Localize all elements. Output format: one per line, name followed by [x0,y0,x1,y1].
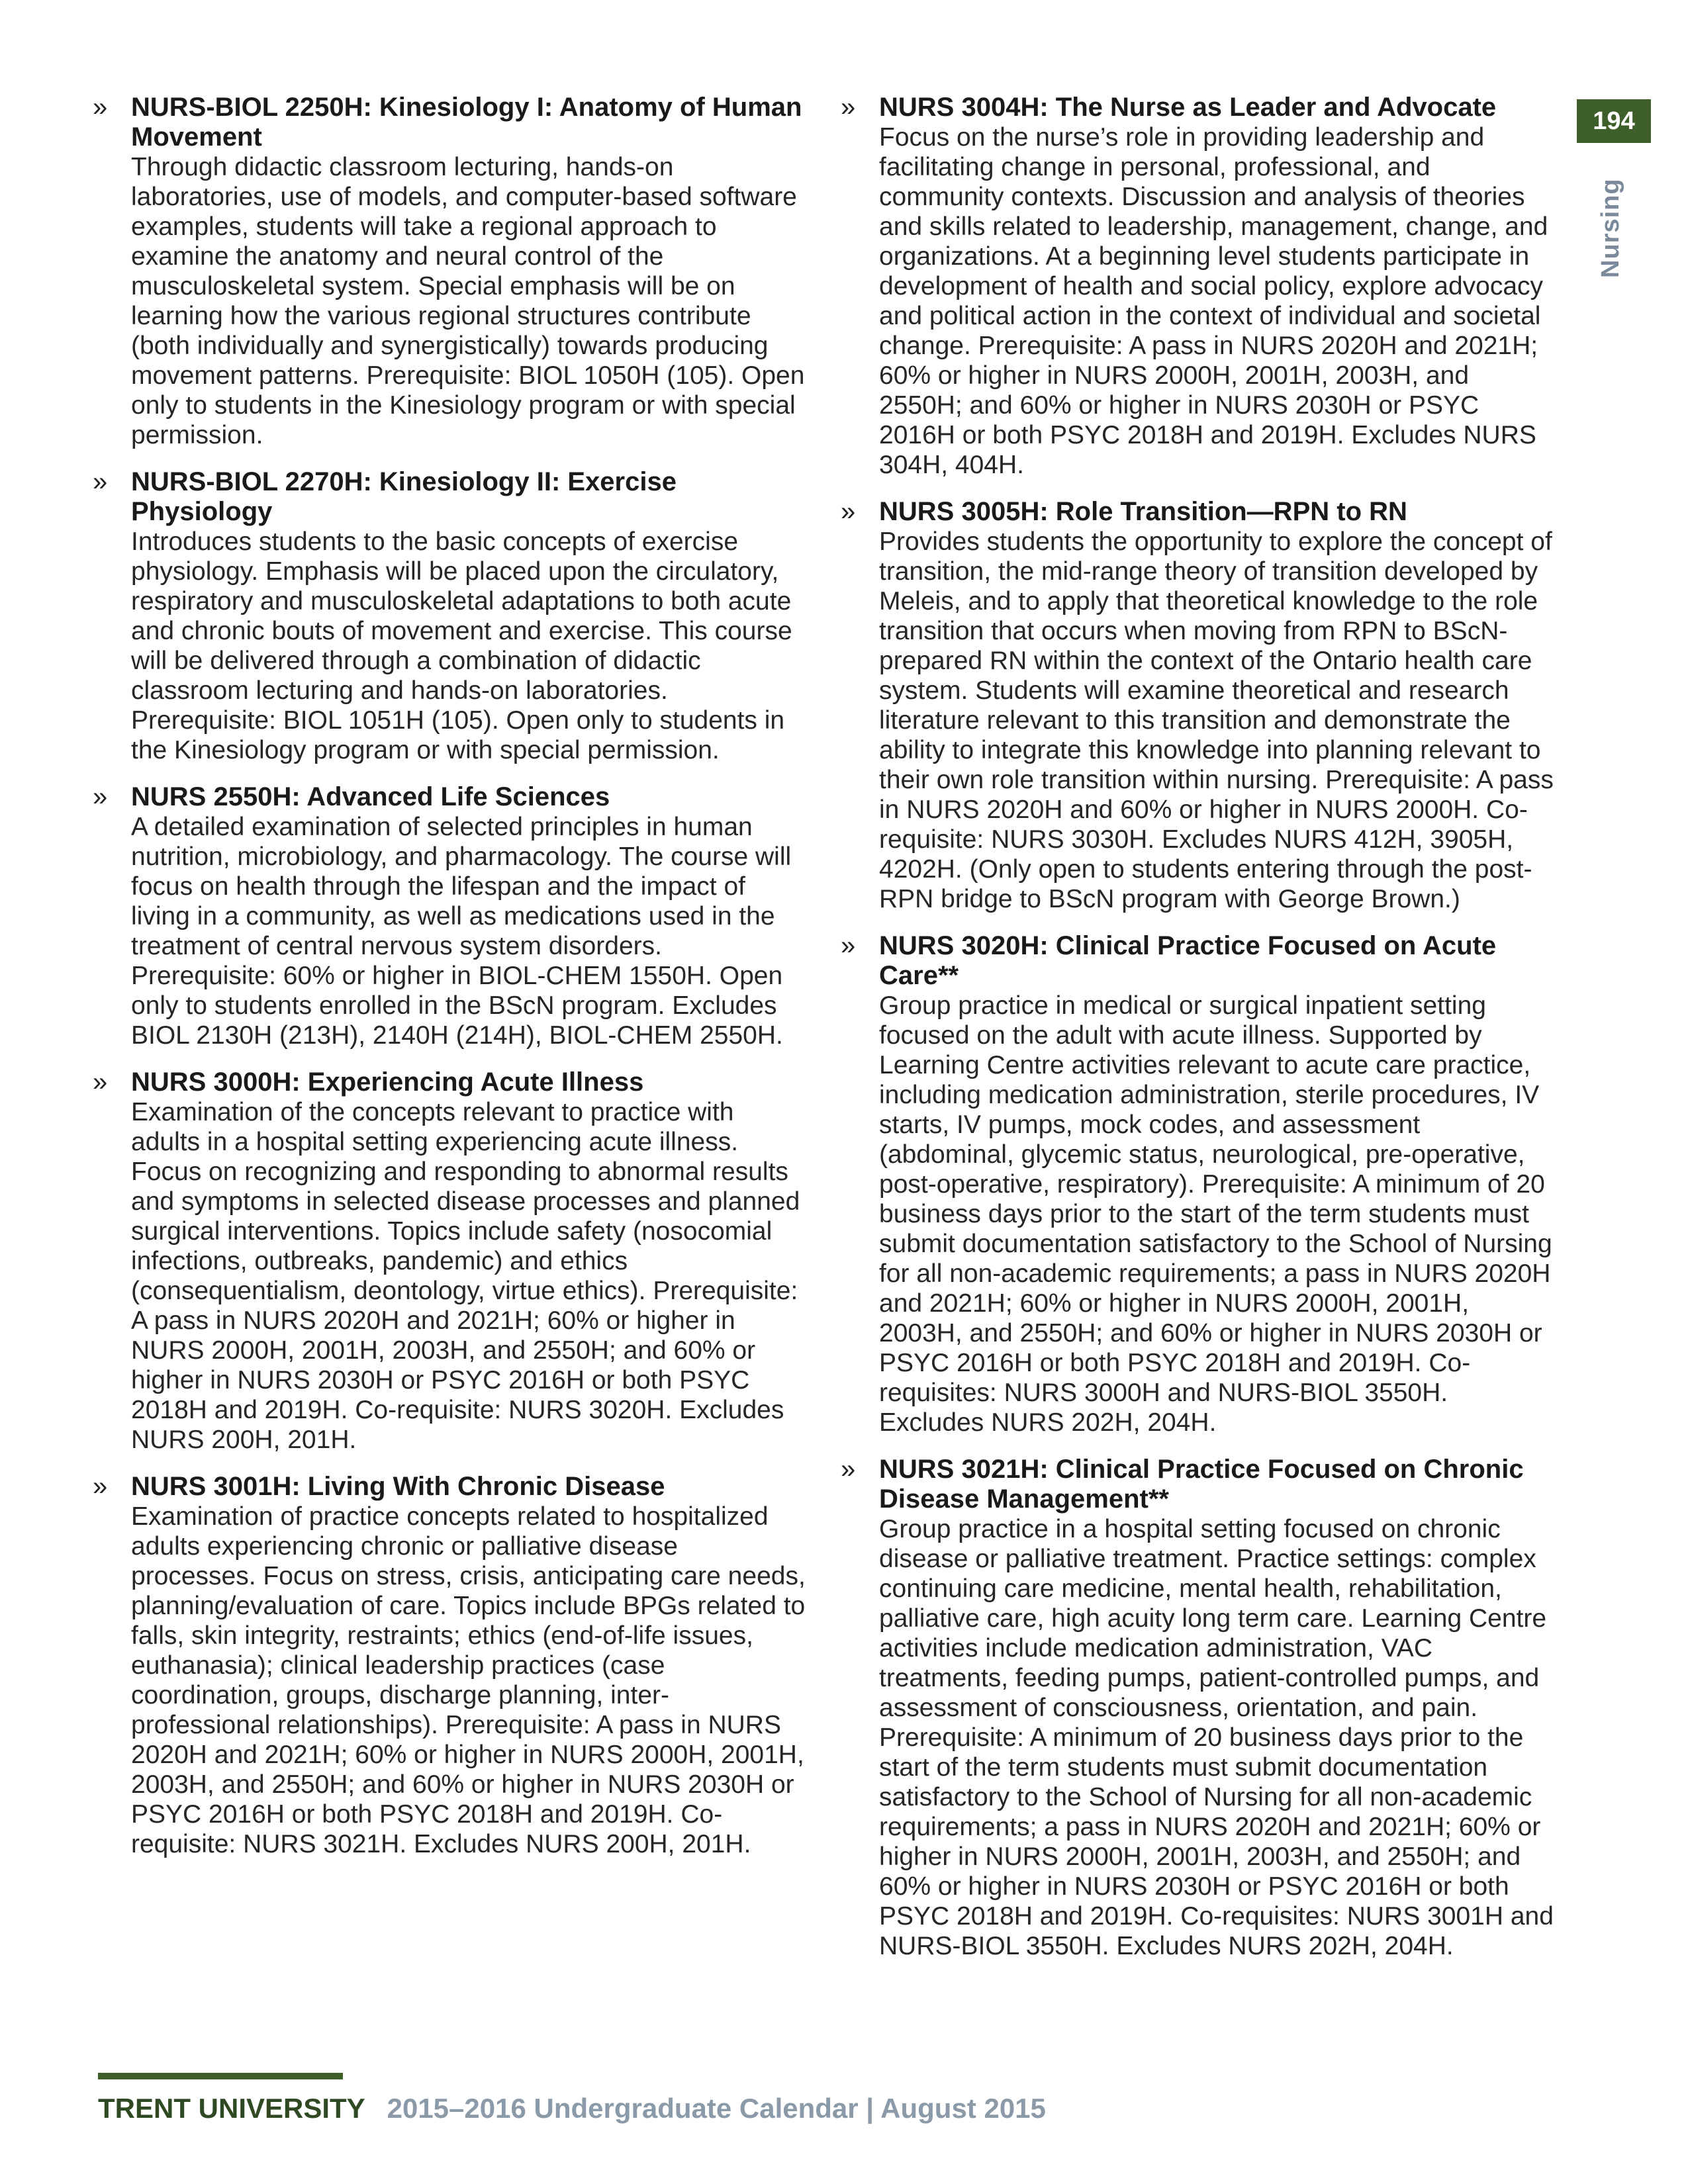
course-entry [93,93,808,450]
course-entry [841,1455,1556,1961]
course-title: NURS 3001H: Living With Chronic Disease [131,1472,665,1501]
page-number-badge: 194 [1577,99,1651,143]
left-column [93,93,808,1876]
bullet-marker: » [841,497,856,526]
course-title: NURS 2550H: Advanced Life Sciences [131,782,610,811]
course-entry [93,782,808,1050]
footer-divider [98,2073,343,2079]
bullet-marker: » [841,1455,856,1484]
course-entry [841,931,1556,1437]
bullet-marker: » [93,467,108,496]
course-description: Provides students the opportunity to explore the concept of transition, the mid-range theory of transition developed by Meleis, and to apply that theoretical knowledge to the role transition that occurs when moving from RPN to BScN-prepared RN within the context of the Ontario health care system. Students will examine theoretical and research literature relevant to this transition and demonstrate the ability to integrate this knowledge into planning relevant to their own role transition within nursing. Prerequisite: A pass in NURS 2020H and 60% or higher in NURS 2000H. Co-requisite: NURS 3030H. Excludes NURS 412H, 3905H, 4202H. (Only open to students entering through the post-RPN bridge to BScN program with George Brown.) [879,527,1554,913]
course-title: NURS 3020H: Clinical Practice Focused on Acute Care** [879,931,1497,990]
course-description: Focus on the nurse’s role in providing leadership and facilitating change in personal, professional, and community contexts. Discussion and analysis of theories and skills related to leadership, management, change, and organizations. At a beginning level students participate in development of health and social policy, explore advocacy and political action in the context of individual and societal change. Prerequisite: A pass in NURS 2020H and 2021H; 60% or higher in NURS 2000H, 2001H, 2003H, and 2550H; and 60% or higher in NURS 2030H or PSYC 2016H or both PSYC 2018H and 2019H. Excludes NURS 304H, 404H. [879,123,1548,479]
bullet-marker: » [93,93,108,122]
course-title: NURS-BIOL 2250H: Kinesiology I: Anatomy of Human Movement [131,93,802,152]
course-description: Introduces students to the basic concepts of exercise physiology. Emphasis will be placed upon the circulatory, respiratory and musculoskeletal adaptations to both acute and chronic bouts of movement and exercise. This course will be delivered through a combination of didactic classroom lecturing and hands-on laboratories. Prerequisite: BIOL 1051H (105). Open only to students in the Kinesiology program or with special permission. [131,527,792,764]
course-entry [93,467,808,765]
course-title: NURS 3000H: Experiencing Acute Illness [131,1068,644,1097]
footer [98,2093,1046,2124]
section-label: Nursing [1597,178,1624,278]
bullet-marker: » [841,93,856,122]
bullet-marker: » [93,1472,108,1501]
bullet-marker: » [841,931,856,960]
course-description: Through didactic classroom lecturing, hands-on laboratories, use of models, and computer-based software examples, students will take a regional approach to examine the anatomy and neural control of the musculoskeletal system. Special emphasis will be on learning how the various regional structures contribute (both individually and synergistically) towards producing movement patterns. Prerequisite: BIOL 1050H (105). Open only to students in the Kinesiology program or with special permission. [131,153,805,449]
course-title: NURS 3021H: Clinical Practice Focused on Chronic Disease Management** [879,1455,1524,1514]
course-entry [841,497,1556,914]
course-description: A detailed examination of selected principles in human nutrition, microbiology, and pharmacology. The course will focus on health through the lifespan and the impact of living in a community, as well as medications used in the treatment of central nervous system disorders. Prerequisite: 60% or higher in BIOL-CHEM 1550H. Open only to students enrolled in the BScN program. Excludes BIOL 2130H (213H), 2140H (214H), BIOL-CHEM 2550H. [131,813,792,1050]
course-description: Examination of practice concepts related to hospitalized adults experiencing chronic or palliative disease processes. Focus on stress, crisis, anticipating care needs, planning/evaluation of care. Topics include BPGs related to falls, skin integrity, restraints; ethics (end-of-life issues, euthanasia); clinical leadership practices (case coordination, groups, discharge planning, inter-professional relationships). Prerequisite: A pass in NURS 2020H and 2021H; 60% or higher in NURS 2000H, 2001H, 2003H, and 2550H; and 60% or higher in NURS 2030H or PSYC 2016H or both PSYC 2018H and 2019H. Co-requisite: NURS 3021H. Excludes NURS 200H, 201H. [131,1502,806,1858]
bullet-marker: » [93,782,108,811]
course-title: NURS 3004H: The Nurse as Leader and Advocate [879,93,1497,122]
course-title: NURS-BIOL 2270H: Kinesiology II: Exercise Physiology [131,467,677,526]
course-description: Group practice in medical or surgical inpatient setting focused on the adult with acute illness. Supported by Learning Centre activities relevant to acute care practice, including medication administration, sterile procedures, IV starts, IV pumps, mock codes, and assessment (abdominal, glycemic status, neurological, pre-operative, post-operative, respiratory). Prerequisite: A minimum of 20 business days prior to the start of the term students must submit documentation satisfactory to the School of Nursing for all non-academic requirements; a pass in NURS 2020H and 2021H; 60% or higher in NURS 2000H, 2001H, 2003H, and 2550H; and 60% or higher in NURS 2030H or PSYC 2016H or both PSYC 2018H and 2019H. Co-requisites: NURS 3000H and NURS-BIOL 3550H. Excludes NURS 202H, 204H. [879,991,1552,1437]
right-column [841,93,1556,1978]
course-description: Group practice in a hospital setting focused on chronic disease or palliative treatment. Practice settings: complex continuing care medicine, mental health, rehabilitation, palliative care, high acuity long term care. Learning Centre activities include medication administration, VAC treatments, feeding pumps, patient-controlled pumps, and assessment of consciousness, orientation, and pain. Prerequisite: A minimum of 20 business days prior to the start of the term students must submit documentation satisfactory to the School of Nursing for all non-academic requirements; a pass in NURS 2020H and 2021H; 60% or higher in NURS 2000H, 2001H, 2003H, and 2550H; and 60% or higher in NURS 2030H or PSYC 2016H or both PSYC 2018H and 2019H. Co-requisites: NURS 3001H and NURS-BIOL 3550H. Excludes NURS 202H, 204H. [879,1515,1554,1960]
course-description: Examination of the concepts relevant to practice with adults in a hospital setting experiencing acute illness. Focus on recognizing and responding to abnormal results and symptoms in selected disease processes and planned surgical interventions. Topics include safety (nosocomial infections, outbreaks, pandemic) and ethics (consequentialism, deontology, virtue ethics). Prerequisite: A pass in NURS 2020H and 2021H; 60% or higher in NURS 2000H, 2001H, 2003H, and 2550H; and 60% or higher in NURS 2030H or PSYC 2016H or both PSYC 2018H and 2019H. Co-requisite: NURS 3020H. Excludes NURS 200H, 201H. [131,1098,800,1454]
course-entry [841,93,1556,480]
bullet-marker: » [93,1068,108,1097]
course-title: NURS 3005H: Role Transition—RPN to RN [879,497,1407,526]
course-entry [93,1472,808,1859]
footer-university: TRENT UNIVERSITY [98,2093,365,2124]
footer-calendar: 2015–2016 Undergraduate Calendar | August 2015 [387,2093,1046,2124]
course-entry [93,1068,808,1455]
